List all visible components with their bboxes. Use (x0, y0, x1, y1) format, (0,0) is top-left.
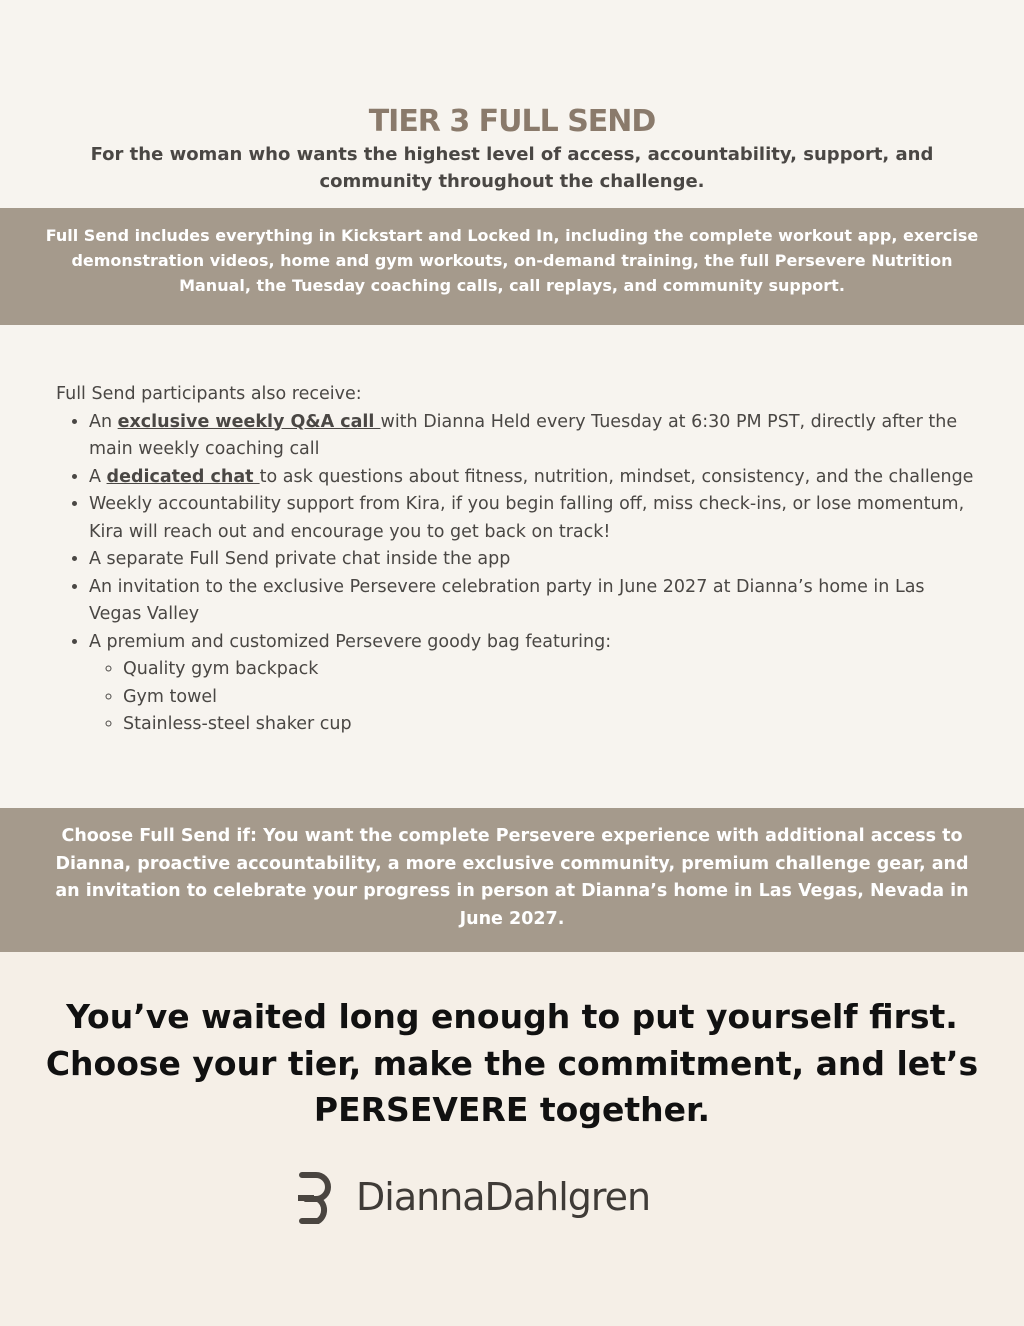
brand-logo (296, 1166, 650, 1228)
dedicated-chat-link[interactable]: dedicated chat (106, 466, 260, 487)
benefit-qa-call (89, 409, 976, 464)
benefits-list (56, 409, 976, 739)
participants-intro: Full Send participants also receive: (56, 384, 362, 404)
benefit-prefix: A (89, 466, 107, 487)
goody-item-shaker: ◦ Stainless-steel shaker cup (123, 711, 976, 739)
benefit-text: with Dianna Held every Tuesday at 6:30 PM PST, directly after the main weekly coaching call (89, 411, 958, 459)
goody-item-towel: ◦ Gym towel (123, 684, 976, 712)
qa-call-link[interactable]: exclusive weekly Q&A call (117, 411, 381, 432)
choose-text: Choose Full Send if: You want the complete Persevere experience with additional access to Dianna, proactive accountability, a more exclusive community, premium challenge gear, and an invitation to celebrate your progress in person at Dianna’s home in Las Vegas, Nevada in June 2027. (55, 826, 969, 929)
benefit-dedicated-chat (89, 464, 976, 492)
benefit-accountability: • Weekly accountability support from Kira, if you begin falling off, miss check-ins, or lose momentum, Kira will reach out and encourage you to get back on track! (89, 491, 976, 546)
page-subtitle: For the woman who wants the highest level of access, accountability, support, and community throughout the challenge. (90, 144, 934, 192)
benefit-prefix: An (89, 411, 118, 432)
goody-item-backpack: ◦ Quality gym backpack (123, 656, 976, 684)
benefit-text: to ask questions about fitness, nutrition, mindset, consistency, and the challenge (259, 466, 974, 487)
logo-wordmark: DiannaDahlgren (356, 1175, 651, 1219)
participants-section (56, 381, 976, 739)
benefit-celebration-party: • An invitation to the exclusive Persevere celebration party in June 2027 at Dianna’s home in Las Vegas Valley (89, 574, 976, 629)
includes-band (0, 208, 1024, 325)
choose-band (0, 808, 1024, 952)
benefit-goody-bag (89, 629, 976, 739)
dd-monogram-icon (296, 1169, 342, 1225)
page-title: TIER 3 FULL SEND (368, 104, 656, 139)
goody-bag-list (89, 656, 976, 739)
goody-bag-label: A premium and customized Persevere goody bag featuring: (89, 631, 612, 652)
benefit-private-chat: • A separate Full Send private chat inside the app (89, 546, 976, 574)
closing-statement: You’ve waited long enough to put yourself first. Choose your tier, make the commitment, and let’s PERSEVERE together. (45, 997, 979, 1129)
includes-text: Full Send includes everything in Kickstart and Locked In, including the complete workout app, exercise demonstration videos, home and gym workouts, on-demand training, the full Persevere Nutrition Manual, the Tuesday coaching calls, call replays, and community support. (45, 226, 979, 295)
